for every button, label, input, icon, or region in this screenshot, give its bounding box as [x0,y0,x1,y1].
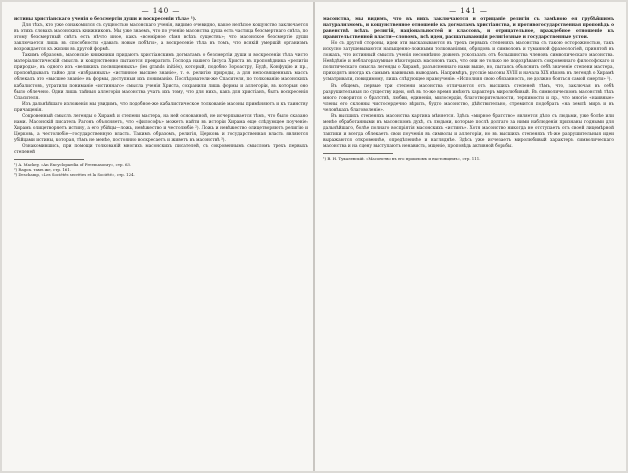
footnote: ³) Deschamp, «Les Sociétés secrètes et la Société», стр. 124. [14,172,135,178]
book-spread [2,2,626,471]
footnote-rule [14,159,84,160]
footnote: ¹) A. Mackey, «An Encyclopaedia of Freemasonry», стр. 63. [14,162,132,168]
footnote: ¹) В. Н. Тукалевскій. «Масонство въ его прошломъ и настоящемъ», стр. 111. [323,156,481,162]
paragraph: Ознакомившись, при помощи толкованій многихъ масонскихъ писателей, съ сокровеннымъ смысломъ трехъ первыхъ степеней [14,143,308,156]
page-text [323,17,614,150]
footnotes [323,156,614,161]
left-page [2,2,313,471]
page-number: — 141 — [449,7,488,15]
footnotes [14,162,308,178]
right-page [315,2,626,471]
paragraph: Изъ дальнѣйшаго изложенія мы увидимъ, что подобное-же кабалистическое толкованіе масоны примѣняютъ и къ таинству причащенія. [14,101,308,113]
paragraph: Для тѣхъ, кто уже ознакомился съ сущностью масонскаго ученія, видимо очевидно, какое нелѣпое кощунство заключается въ этихъ словахъ масонскихъ книжниковъ. Мы уже знаемъ, что по ученію масонства душа есть частица безсмертнаго свѣта, по этому безсмертный свѣтъ есть нѣчто иное, какъ «всемірное сѣмя всѣхъ существъ»; что масонское безсмертіе души заключается лишь въ способности «давать новые побѣги», а воскресеніе тѣла въ томъ, что всякій умершій организмъ возрождается къ жизни въ другой формѣ. [14,23,308,53]
paragraph: Въ высшихъ степеняхъ масонства картина мѣняется. Здѣсь «мирное братство» является дѣло съ людьми, уже болѣе или менѣе обработанными въ масонскомъ духѣ, съ людьми, которые послѣ долгаго за ними наблюденія признаны годными для дальнѣйшаго, болѣе полнаго воспріятія масонскихъ «истинъ». Хотя масонство никогда не отступаетъ отъ своей лицемѣрной тактики и всегда облекаетъ свои поученія въ символы и аллегоріи, но въ высшихъ степеняхъ тѣ-же разрушительныя идеи выражаются откровеннѣе, опредѣленнѣе и нагляднѣе. Здѣсь уже исчезаетъ миролюбивый характеръ символическаго масонства и на сцену выступаютъ ненависть, мщеніе, проповѣдь активной борьбы. [323,113,614,149]
paragraph: Такимъ образомъ, масонскіе книжники придаютъ христіанскимъ догматамъ о безсмертіи души и воскресеніи тѣла чисто матеріалистическій смыслъ и кощунственно пытаются превратить Господа нашего Іисуса Христа въ проповѣдника «религіи природы», въ одного изъ «великихъ посвященныхъ» (les grands initiés), который, подобно Зороастру, Будѣ, Конфуцію и пр., проповѣдывалъ тайно для «избранныхъ» «истинное высшее знаніе», т. е. религію природы, а для непосвященныхъ массъ облекалъ это «высшее знаніе» въ формы, доступныя ихъ пониманію. Послѣдователи-же Спасителя, по толкованію масонскихъ кабалистовъ, утратили пониманіе «истиннаго» смысла ученія Христа, сохранили лишь формы и аллегоріи, въ которыя оно было облечено. Одни лишь тайныя аллегоріи масонства учатъ ихъ тому, что для нихъ, какъ для христіанъ, бытъ воскресенія Спасителя. [14,53,308,101]
paragraph: масонства, мы видимъ, что въ нихъ заключаются и отрицаніе религіи съ замѣною ея грубѣйшимъ натурализмомъ, и кощунственное отношеніе къ догматамъ христіанства, и противогосударственная проповѣдь о равенствѣ всѣхъ религій, національностей и классовъ, и отрицательное, враждебное отношеніе къ правительственной власти—словомъ, всѣ идеи, расшатывающія религіозные и государственные устои. [323,17,614,41]
page-number: — 140 — [141,7,181,15]
footnote-rule [323,153,393,154]
paragraph: Сокровенный смыслъ легенды о Хирамѣ и степени мастера, на ней основанной, не исчерпывается тѣмъ, что было сказано нами. Масонскій писатель Рагонъ объясняетъ, что «философъ» можетъ найти въ исторіи Хирама еще слѣдующее поученіе: Хирамъ олицетворяетъ истину, а его убійцы—ложь, невѣжество и честолюбіе ²). Ложь и невѣжество олицетворяютъ религію и Церковь, а честолюбіе—государственную власть. Такимъ образомъ, религія, Церковь и государственная власть являются убійцами истины, которая, тѣмъ не менѣе, постоянно воскресаетъ и живетъ въ масонствѣ ³). [14,113,308,143]
paragraph: Но съ другой стороны, идеи эти высказываются въ трехъ первыхъ степеняхъ масонства съ такою осторожностью, такъ искусно затушевываются напыщенно-ложными толкованіями, обрядовъ и символовъ и туманной фразеологіей, принятой въ ложахъ, что истинный смыслъ ученія несомнѣнно доженъ ускользать отъ большинства членовъ символическаго масонства. Невѣдѣніе и неблагоразумные нѣкоторыхъ масоновъ такъ, что они не только не подозрѣваютъ сокровеннаго философскаго и политическаго смысла легенды о Хирамѣ, разъясненнаго нами выше, но, пытаясь объяснить себѣ значеніе степени мастера, приходятъ иногда къ самымъ наивнымъ выводамъ. Напримѣръ, русскіе масоны XVIII и начала XIX вѣковъ въ легендѣ о Хирамѣ усматривали, повидимому, лишь слѣдующее нравоученіе: «Исполняя свою обязанность, не должно бояться самой смерти» ¹). [323,41,614,83]
footnote: ²) Ragon. тамъ же, стр. 161. [14,167,71,173]
paragraph: истины христіанскаго ученія о безсмертіи души и воскресеніи тѣла» ¹). [14,17,197,22]
page-text [14,17,308,156]
paragraph: Въ общемъ, первые три степени масонства отличаются отъ высшихъ степеней тѣмъ, что, заключая въ себѣ разрушительныя по существу идеи, онѣ въ то-же время имѣютъ характеръ миролюбивый. Въ символическомъ масонствѣ тѣхъ много говорится о братствѣ, любви, единеніи, милосердіи, благотворительности, терпимости и пр., что многіе «наивные» члены его склонны чистосердечно вѣрить, будто масонство, дѣйствительно, стремится подобрать «на землѣ миръ и въ человѣкахъ благоволеніе». [323,83,614,113]
